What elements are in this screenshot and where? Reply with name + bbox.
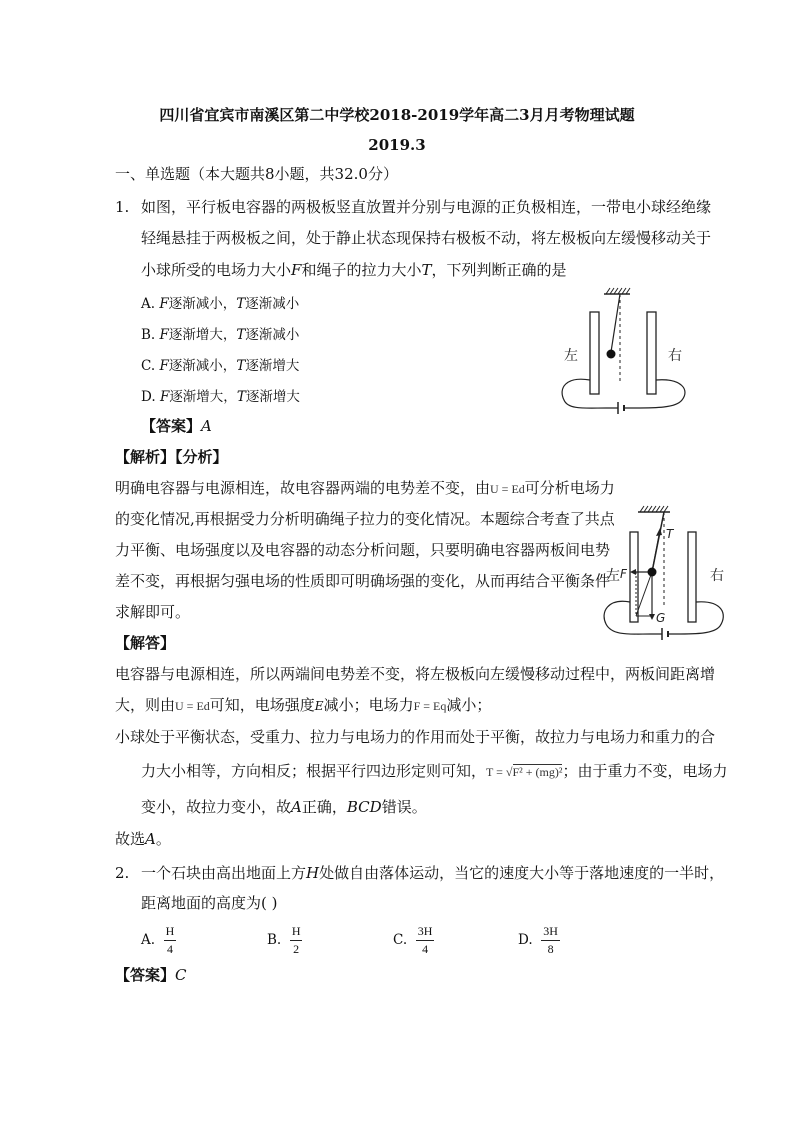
rope xyxy=(611,294,620,352)
q1-option-b: B. F逐渐增大，T逐渐减小 xyxy=(141,327,300,343)
left-plate xyxy=(590,312,599,394)
fig2-right-label: 右 xyxy=(710,568,724,584)
q1-solution-label: 【解答】 xyxy=(115,634,176,652)
q1-analysis-line1: 明确电容器与电源相连，故电容器两端的电势差不变，由U = Ed可分析电场力 xyxy=(115,479,615,497)
q1-solution-line2: 大，则由U = Ed可知，电场强度E减小；电场力F = Eq减小； xyxy=(115,696,492,714)
q1-solution-line1: 电容器与电源相连，所以两端间电势差不变，将左极板向左缓慢移动过程中，两板间距离增 xyxy=(115,665,716,683)
right-plate xyxy=(647,312,656,394)
q1-analysis-line2: 的变化情况,再根据受力分析明确绳子拉力的变化情况。本题综合考查了共点 xyxy=(115,510,615,528)
q2-option-a: A. $\frac{H}{4}$ xyxy=(141,924,175,956)
charged-ball-force xyxy=(648,568,657,577)
q1-answer: 【答案】A xyxy=(141,417,212,435)
q1-solution-line3: 小球处于平衡状态，受重力、拉力与电场力的作用而处于平衡，故拉力与电场力和重力的合 xyxy=(115,728,716,746)
q1-stem-line1: 如图，平行板电容器的两极板竖直放置并分别与电源的正负极相连，一带电小球经绝缘 xyxy=(141,198,712,216)
q1-solution-line4: 力大小相等，方向相反；根据平行四边形定则可知，T = √F² + (mg)²；由于重力不变，电场力 xyxy=(141,762,728,780)
electric-force-label: F xyxy=(620,567,627,581)
exam-date: 2019.3 xyxy=(368,136,426,154)
q2-number: 2. xyxy=(115,864,130,882)
q1-conclusion: 故选A。 xyxy=(115,830,171,848)
q1-option-d: D. F逐渐增大，T逐渐增大 xyxy=(141,389,300,405)
gravity-label: G xyxy=(656,611,666,625)
q2-stem-line2: 距离地面的高度为( ) xyxy=(141,894,278,912)
q1-stem-line2: 轻绳悬挂于两极板之间，处于静止状态现保持右极板不动，将左极板向左缓慢移动关于 xyxy=(141,229,712,247)
fig2-left-label: 左 xyxy=(606,568,620,584)
tension-label: T xyxy=(666,527,674,541)
q1-solution-line5: 变小，故拉力变小，故A正确，BCD错误。 xyxy=(141,798,427,816)
q2-answer: 【答案】C xyxy=(115,966,187,984)
capacitor-figure-1 xyxy=(556,284,696,420)
q2-option-d: D. $\frac{3H}{8}$ xyxy=(518,924,558,956)
page-title: 四川省宜宾市南溪区第二中学校2018-2019学年高二3月月考物理试题 xyxy=(159,106,635,124)
section-heading: 一、单选题（本大题共8小题，共32.0分） xyxy=(115,165,398,183)
fig1-right-label: 右 xyxy=(668,348,682,364)
q1-option-a: A. F逐渐减小，T逐渐减小 xyxy=(141,296,300,312)
q1-analysis-label: 【解析】【分析】 xyxy=(115,448,228,466)
q2-option-b: B. $\frac{H}{2}$ xyxy=(267,924,301,956)
q1-analysis-line5: 求解即可。 xyxy=(115,603,191,621)
fig1-left-label: 左 xyxy=(564,348,578,364)
q2-option-c: C. $\frac{3H}{4}$ xyxy=(393,924,433,956)
q1-option-c: C. F逐渐减小，T逐渐增大 xyxy=(141,358,300,374)
q1-analysis-line3: 力平衡、电场强度以及电容器的动态分析问题，只要明确电容器两板间电势 xyxy=(115,541,611,559)
q1-analysis-line4: 差不变，再根据匀强电场的性质即可明确场强的变化，从而再结合平衡条件 xyxy=(115,572,611,590)
charged-ball xyxy=(607,350,616,359)
q1-stem-line3: 小球所受的电场力大小F和绳子的拉力大小T，下列判断正确的是 xyxy=(141,261,567,279)
q1-number: 1. xyxy=(115,198,130,216)
force-diagram-figure xyxy=(596,498,736,646)
q2-stem-line1: 一个石块由高出地面上方H处做自由落体运动，当它的速度大小等于落地速度的一半时， xyxy=(141,864,725,882)
